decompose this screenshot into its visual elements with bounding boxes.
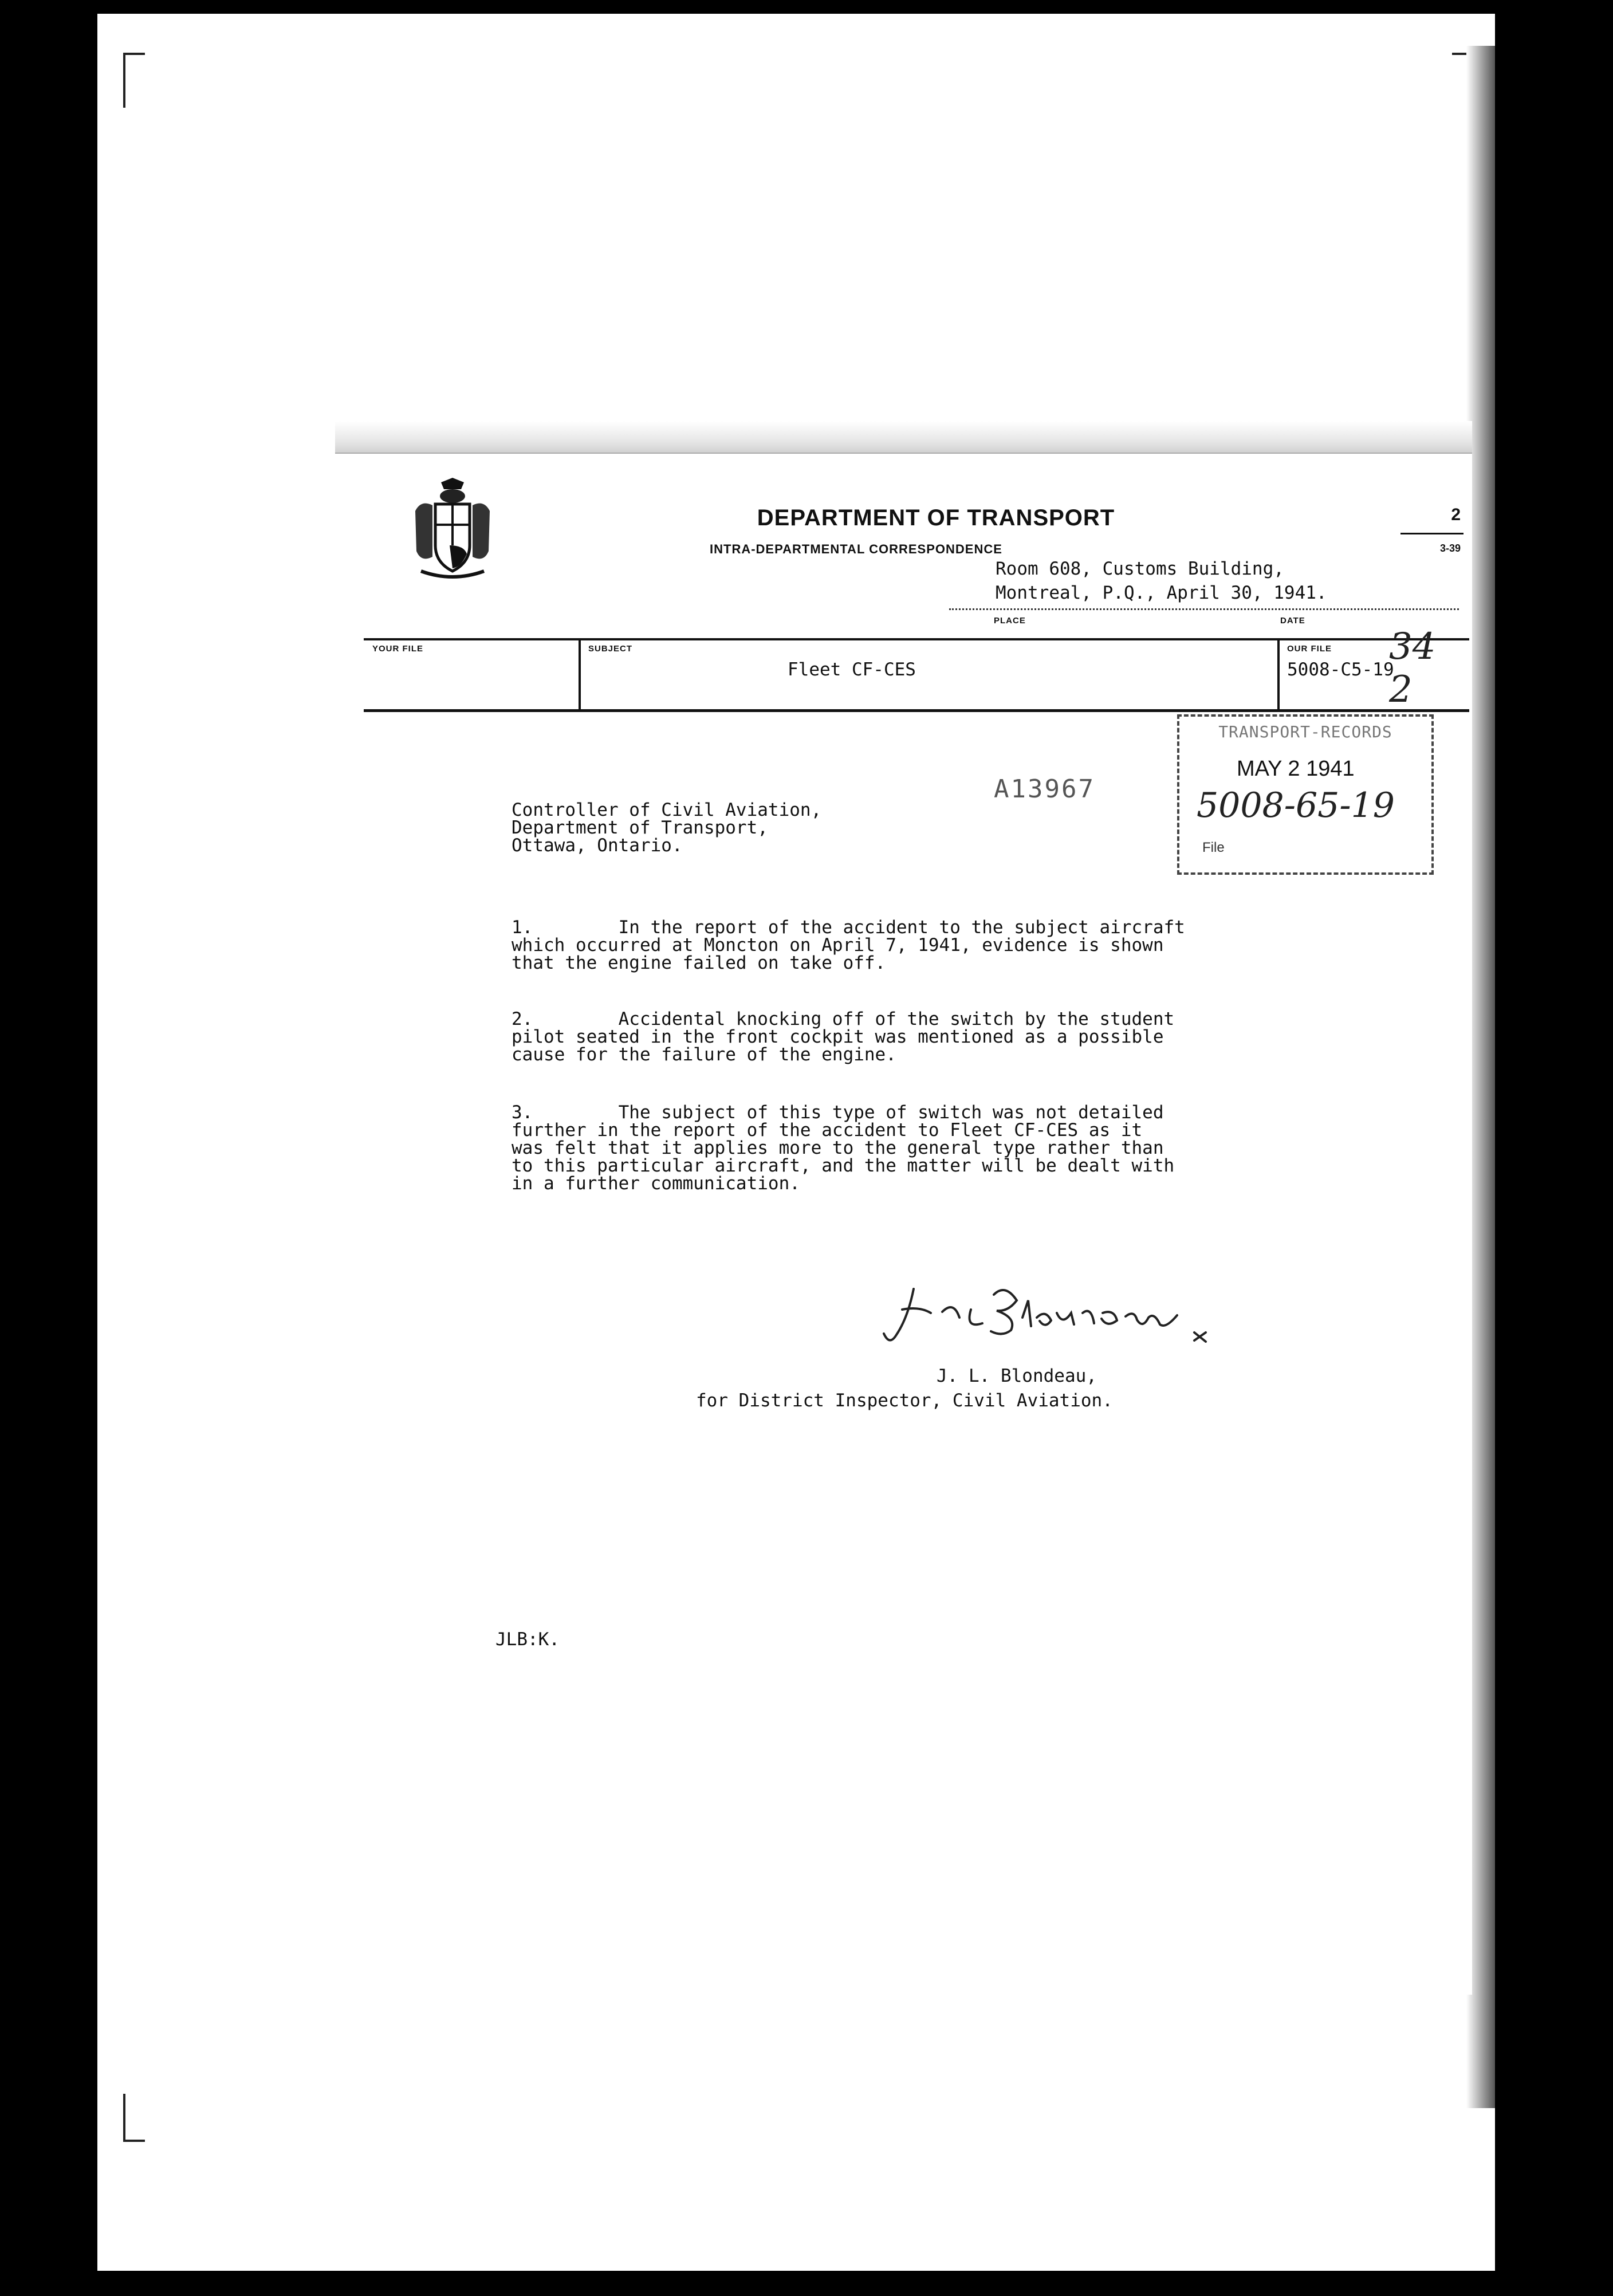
reference-initials: JLB:K. xyxy=(495,1629,560,1650)
department-name: DEPARTMENT OF TRANSPORT xyxy=(757,505,1115,530)
signatory-title: for District Inspector, Civil Aviation. xyxy=(696,1390,1113,1411)
recipient-line-2: Department of Transport, xyxy=(512,817,768,838)
place-date-rule xyxy=(949,608,1459,610)
coat-of-arms-logo xyxy=(410,477,495,585)
place-date-block xyxy=(996,557,1327,605)
form-number: 2 xyxy=(1451,505,1461,524)
crop-mark-top-left xyxy=(123,53,145,108)
handwritten-extra-mark: 2 xyxy=(1389,669,1413,711)
our-file-label: OUR FILE xyxy=(1287,644,1332,654)
stamp-heading: TRANSPORT-RECORDS xyxy=(1218,722,1392,741)
paragraph-3: 3. The subject of this type of switch was not detailed further in the report of the accident to Fleet CF-CES as it was felt that it applies more to the general type rather than to this particular aircraft, and the matter will be dealt with in a further communication. xyxy=(512,1102,1175,1194)
correspondence-type: INTRA-DEPARTMENTAL CORRESPONDENCE xyxy=(710,542,1002,556)
place-line-2: Montreal, P.Q., April 30, 1941. xyxy=(996,583,1327,603)
handwritten-file-mark: 34 xyxy=(1389,626,1436,668)
our-file-value: 5008-C5-19 xyxy=(1287,659,1394,680)
stamp-date: MAY 2 1941 xyxy=(1237,757,1355,781)
crop-mark-bottom-left xyxy=(123,2094,145,2142)
date-label: DATE xyxy=(1280,616,1305,626)
memo-sheet xyxy=(335,453,1472,1995)
memo-paper-edge xyxy=(335,421,1472,455)
recipient-line-3: Ottawa, Ontario. xyxy=(512,835,683,856)
subject-label: SUBJECT xyxy=(588,644,633,654)
reference-box xyxy=(364,638,1469,712)
stamp-file-label: File xyxy=(1202,840,1225,855)
your-file-label: YOUR FILE xyxy=(372,644,424,654)
form-code: 3-39 xyxy=(1439,542,1461,554)
form-number-rule xyxy=(1400,533,1463,534)
place-line-1: Room 608, Customs Building, xyxy=(996,559,1284,579)
recipient-line-1: Controller of Civil Aviation, xyxy=(512,800,822,820)
column-divider xyxy=(1277,640,1280,709)
stamp-handwritten-file: 5008-65-19 xyxy=(1197,785,1395,825)
column-divider xyxy=(579,640,581,709)
registry-number-stamp: A13967 xyxy=(994,774,1095,804)
signatory-name: J. L. Blondeau, xyxy=(937,1366,1097,1386)
recipient-address xyxy=(512,801,821,855)
handwritten-signature xyxy=(874,1277,1229,1352)
place-label: PLACE xyxy=(994,616,1026,626)
received-stamp xyxy=(1177,714,1434,875)
paragraph-2: 2. Accidental knocking off of the switch by the student pilot seated in the front cockpit was mentioned as a possible cause for the failure of the engine. xyxy=(512,1009,1175,1065)
subject-value: Fleet CF-CES xyxy=(788,659,916,680)
paragraph-1: 1. In the report of the accident to the subject aircraft which occurred at Moncton on April 7, 1941, evidence is shown that the engine failed on take off. xyxy=(512,917,1185,973)
